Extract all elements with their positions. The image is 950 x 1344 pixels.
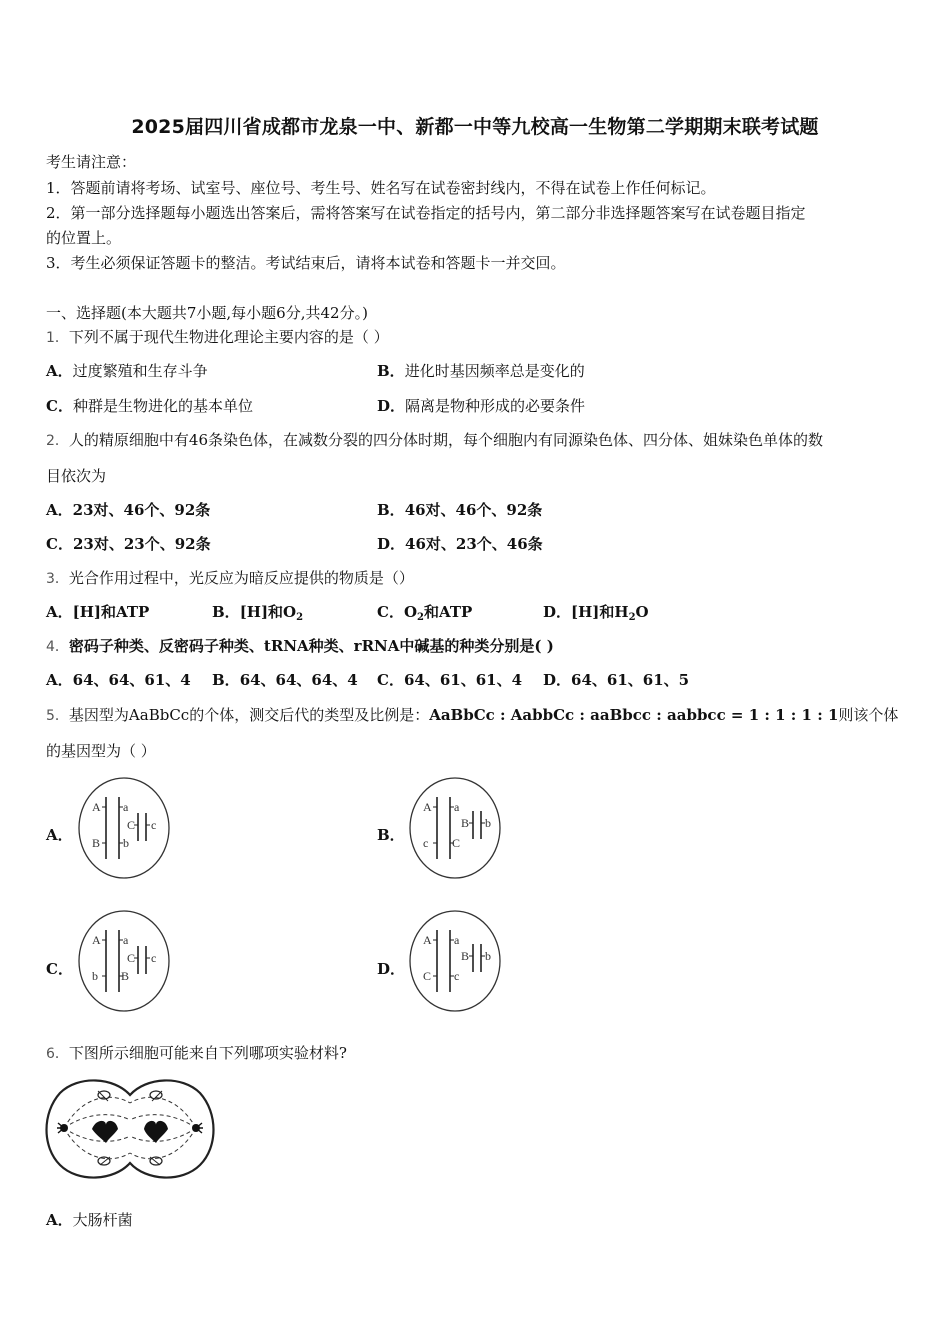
allele-label: b <box>485 816 491 830</box>
q4-option-c[interactable]: C．64、61、61、4 <box>377 671 523 689</box>
question-stem: 人的精原细胞中有46条染色体，在减数分裂的四分体时期，每个细胞内有同源染色体、四分体、姐妹染色单体的数 <box>68 431 824 449</box>
q2-option-a[interactable]: A．23对、46个、92条 <box>46 501 211 519</box>
q3-option-a[interactable]: A．[H]和ATP <box>46 603 150 621</box>
question-number: 3． <box>46 571 69 587</box>
allele-label: a <box>454 800 460 814</box>
q5-option-d-label[interactable]: D． <box>377 960 406 978</box>
q5-option-a-cell-diagram[interactable] <box>76 775 172 885</box>
allele-label: a <box>454 933 460 947</box>
q5-option-a-label[interactable]: A． <box>46 826 73 844</box>
question-2-cont: 目依次为 <box>46 467 107 485</box>
q5-option-b-label[interactable]: B． <box>377 826 405 844</box>
q1-option-b[interactable]: B．进化时基因频率总是变化的 <box>377 362 585 380</box>
allele-label: c <box>151 951 157 965</box>
q6-option-a[interactable]: A．大肠杆菌 <box>46 1211 133 1229</box>
q4-option-d[interactable]: D．64、61、61、5 <box>543 671 690 689</box>
question-number: 5． <box>46 708 69 724</box>
question-1 <box>46 327 389 348</box>
section-heading: 一、选择题(本大题共7小题,每小题6分,共42分。) <box>46 304 368 322</box>
allele-label: B <box>121 969 130 983</box>
allele-label: c <box>151 818 157 832</box>
question-5-cont: 的基因型为（ ） <box>46 742 156 760</box>
question-stem: 下列不属于现代生物进化理论主要内容的是（ ） <box>68 328 389 346</box>
allele-label: b <box>92 969 98 983</box>
q4-option-b[interactable]: B．64、64、64、4 <box>212 671 358 689</box>
q3-option-c[interactable]: C．$O_2$和ATP <box>377 603 473 623</box>
q1-option-a[interactable]: A．过度繁殖和生存斗争 <box>46 362 208 380</box>
allele-label: b <box>123 836 129 850</box>
notice-item-2: 2．第一部分选择题每小题选出答案后，需将答案写在试卷指定的括号内，第二部分非选择题答案写在试卷题目指定 <box>46 204 806 222</box>
q2-option-b[interactable]: B．46对、46个、92条 <box>377 501 543 519</box>
allele-label: C <box>452 836 461 850</box>
q1-option-c[interactable]: C．种群是生物进化的基本单位 <box>46 397 253 415</box>
q2-option-d[interactable]: D．46对、23个、46条 <box>377 535 543 553</box>
notice-item-2-cont: 的位置上。 <box>46 229 122 247</box>
allele-label: a <box>123 933 129 947</box>
q3-option-b[interactable]: B．[H]和$O_2$ <box>212 603 304 623</box>
question-number: 6． <box>46 1046 69 1062</box>
q4-option-a[interactable]: A．64、64、61、4 <box>46 671 191 689</box>
question-number: 4． <box>46 639 69 655</box>
q5-option-b-cell-diagram[interactable] <box>407 775 503 885</box>
question-ratio: AaBbCc : AabbCc : aaBbcc : aabbcc = 1 : 1 : 1 : 1 <box>429 706 839 724</box>
page-title: 2025届四川省成都市龙泉一中、新都一中等九校高一生物第二学期期末联考试题 <box>131 116 819 138</box>
question-4 <box>46 636 554 657</box>
q5-option-d-cell-diagram[interactable] <box>407 908 503 1018</box>
allele-label: B <box>461 816 470 830</box>
notice-heading: 考生请注意： <box>46 153 137 171</box>
q1-option-d[interactable]: D．隔离是物种形成的必要条件 <box>377 397 586 415</box>
question-stem: 密码子种类、反密码子种类、tRNA种类、rRNA中碱基的种类分别是( ) <box>68 637 554 655</box>
allele-label: B <box>461 949 470 963</box>
allele-label: A <box>92 933 101 947</box>
allele-label: C <box>127 951 136 965</box>
allele-label: C <box>127 818 136 832</box>
question-stem: 下图所示细胞可能来自下列哪项实验材料? <box>68 1044 347 1062</box>
question-stem: 光合作用过程中，光反应为暗反应提供的物质是（） <box>68 569 414 587</box>
question-number: 1． <box>46 330 69 346</box>
question-number: 2． <box>46 433 69 449</box>
allele-label: C <box>423 969 432 983</box>
allele-label: b <box>485 949 491 963</box>
allele-label: c <box>423 836 429 850</box>
allele-label: B <box>92 836 101 850</box>
allele-label: A <box>92 800 101 814</box>
allele-label: A <box>423 933 432 947</box>
question-2 <box>46 430 823 451</box>
q5-option-c-cell-diagram[interactable] <box>76 908 172 1018</box>
allele-label: a <box>123 800 129 814</box>
q2-option-c[interactable]: C．23对、23个、92条 <box>46 535 211 553</box>
question-stem-tail: 则该个体 <box>838 706 899 724</box>
question-6 <box>46 1043 347 1064</box>
notice-item-1: 1．答题前请将考场、试室号、座位号、考生号、姓名写在试卷密封线内，不得在试卷上作任何标记。 <box>46 179 716 197</box>
question-5 <box>46 705 898 726</box>
dividing-cell-figure <box>44 1073 216 1189</box>
q5-option-c-label[interactable]: C． <box>46 960 73 978</box>
question-3 <box>46 568 414 589</box>
notice-item-3: 3．考生必须保证答题卡的整洁。考试结束后，请将本试卷和答题卡一并交回。 <box>46 254 566 272</box>
allele-label: c <box>454 969 460 983</box>
question-stem: 基因型为AaBbCc的个体，测交后代的类型及比例是： <box>68 706 430 724</box>
allele-label: A <box>423 800 432 814</box>
q3-option-d[interactable]: D．[H]和$H_2O$ <box>543 603 649 623</box>
